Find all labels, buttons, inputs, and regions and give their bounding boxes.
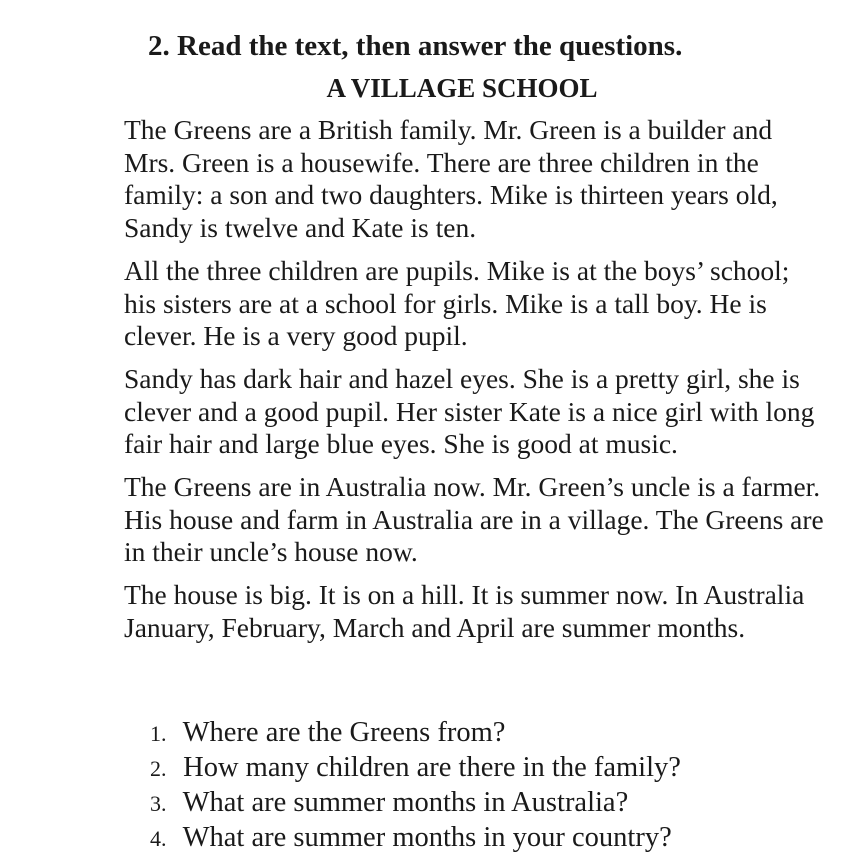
question-item	[150, 716, 681, 751]
question-text: What are summer months in your country?	[182, 822, 672, 853]
story-title: A VILLAGE SCHOOL	[326, 73, 598, 103]
question-number: 1.	[150, 721, 167, 746]
question-item	[150, 751, 681, 786]
question-item	[150, 821, 681, 856]
story-paragraph: Sandy has dark hair and hazel eyes. She is a pretty girl, she is clever and a good pupil. Her sister Kate is a nice girl with long fair hair and large blue eyes. She is good at music.	[124, 362, 815, 460]
question-list	[150, 716, 681, 856]
question-number: 3.	[150, 791, 167, 816]
story-paragraph: The house is big. It is on a hill. It is summer now. In Australia January, February, March and April are summer months.	[124, 579, 805, 643]
story-paragraph: The Greens are a British family. Mr. Green is a builder and Mrs. Green is a housewife. There are three children in the family: a son and two daughters. Mike is thirteen years old, Sandy is twelve and Kate is ten.	[124, 114, 778, 244]
story-text	[124, 114, 824, 655]
question-text: What are summer months in Australia?	[182, 787, 629, 818]
story-paragraph: All the three children are pupils. Mike is at the boys’ school; his sisters are at a school for girls. Mike is a tall boy. He is clever. He is a very good pupil.	[124, 254, 790, 352]
story-paragraph: The Greens are in Australia now. Mr. Green’s uncle is a farmer. His house and farm in Australia are in a village. The Greens are in their uncle’s house now.	[124, 471, 824, 568]
question-number: 2.	[150, 756, 167, 781]
question-item	[150, 786, 681, 821]
question-text: Where are the Greens from?	[182, 717, 506, 748]
exercise-heading: 2. Read the text, then answer the questions.	[148, 30, 683, 62]
question-text: How many children are there in the family?	[183, 752, 681, 783]
question-number: 4.	[150, 826, 167, 851]
